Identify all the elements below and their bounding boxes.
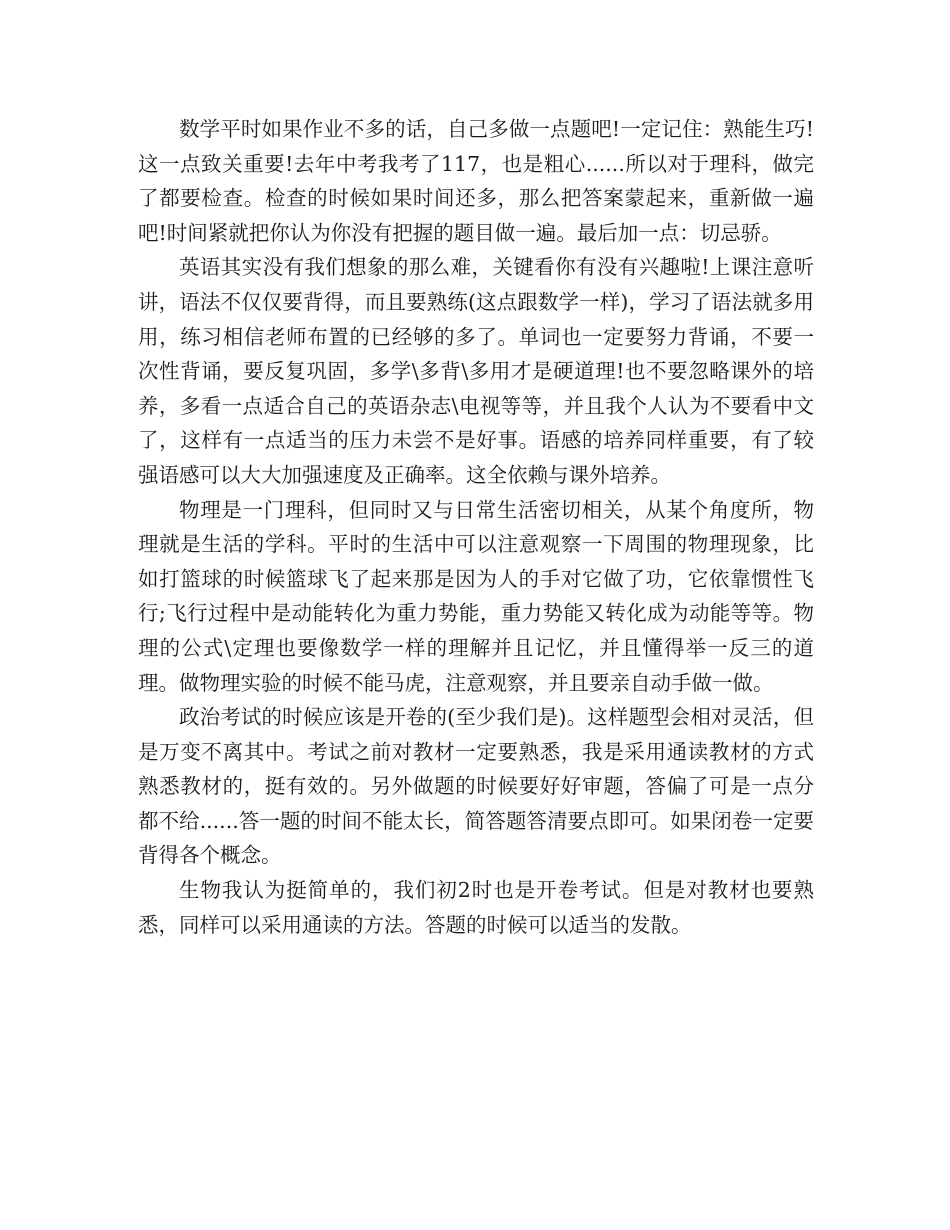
paragraph-politics: 政治考试的时候应该是开卷的(至少我们是)。这样题型会相对灵活，但是万变不离其中。考试之前对教材一定要熟悉，我是采用通读教材的方式熟悉教材的，挺有效的。另外做题的时候要好好审题，答偏了可是一点分都不给......答一题的时间不能太长，简答题答清要点即可。如果闭卷一定要背得各个概念。 — [138, 705, 814, 868]
paragraph-biology: 生物我认为挺简单的，我们初2时也是开卷考试。但是对教材也要熟悉，同样可以采用通读的方法。答题的时候可以适当的发散。 — [138, 878, 814, 937]
document-body — [138, 112, 814, 942]
paragraph-english: 英语其实没有我们想象的那么难，关键看你有没有兴趣啦!上课注意听讲，语法不仅仅要背得，而且要熟练(这点跟数学一样)，学习了语法就多用用，练习相信老师布置的已经够的多了。单词也一定要努力背诵，不要一次性背诵，要反复巩固，多学\多背\多用才是硬道理!也不要忽略课外的培养，多看一点适合自己的英语杂志\电视等等，并且我个人认为不要看中文了，这样有一点适当的压力未尝不是好事。语感的培养同样重要，有了较强语感可以大大加强速度及正确率。这全依赖与课外培养。 — [138, 255, 814, 487]
paragraph-math: 数学平时如果作业不多的话，自己多做一点题吧!一定记住：熟能生巧!这一点致关重要!去年中考我考了117，也是粗心......所以对于理科，做完了都要检查。检查的时候如果时间还多，那么把答案蒙起来，重新做一遍吧!时间紧就把你认为你没有把握的题目做一遍。最后加一点：切忌骄。 — [138, 117, 814, 245]
paragraph-physics: 物理是一门理科，但同时又与日常生活密切相关，从某个角度所，物理就是生活的学科。平时的生活中可以注意观察一下周围的物理现象，比如打篮球的时候篮球飞了起来那是因为人的手对它做了功，它依靠惯性飞行;飞行过程中是动能转化为重力势能，重力势能又转化成为动能等等。物理的公式\定理也要像数学一样的理解并且记忆，并且懂得举一反三的道理。做物理实验的时候不能马虎，注意观察，并且要亲自动手做一做。 — [138, 497, 814, 695]
